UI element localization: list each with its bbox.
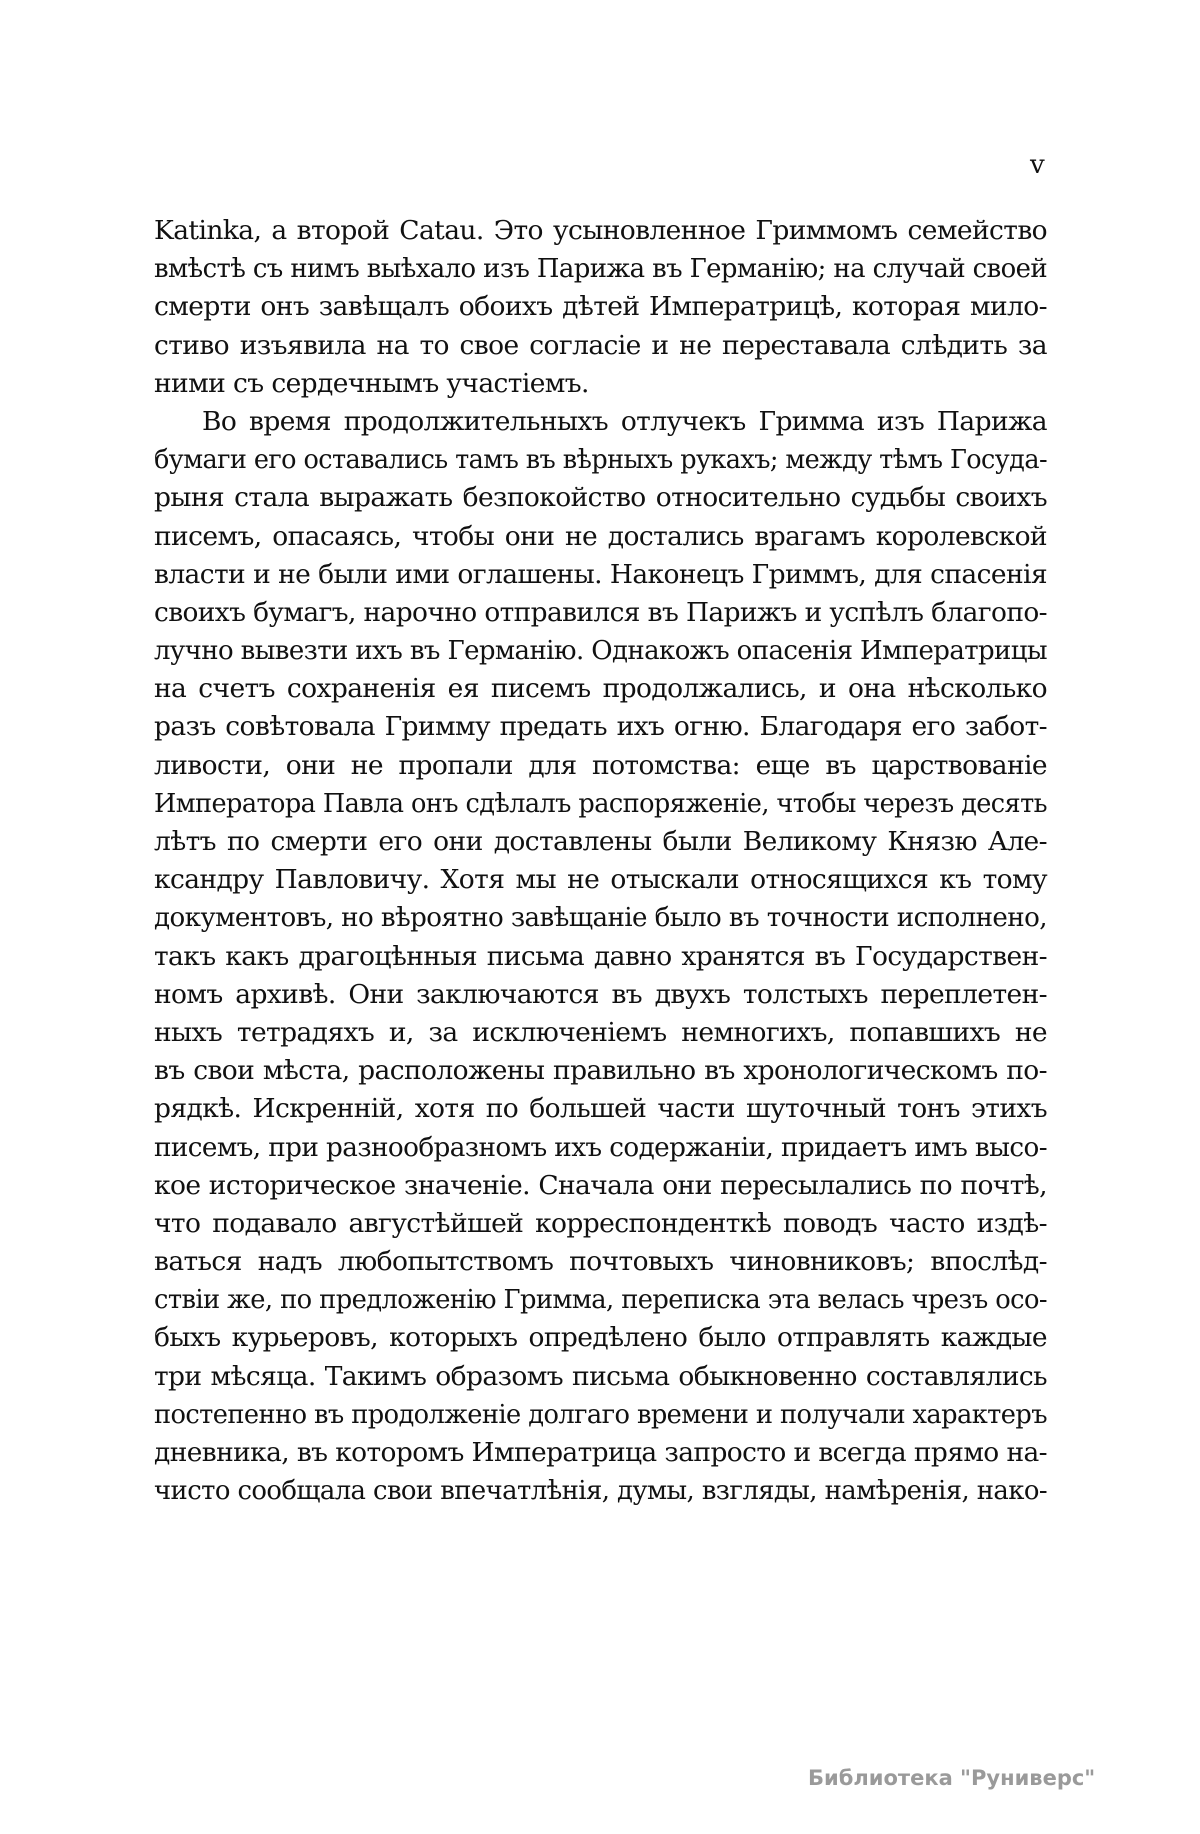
body-text	[154, 212, 1047, 1510]
text-line: ливости, они не пропали для потомства: еще въ царствованіе	[154, 749, 1047, 781]
text-line: въ свои мѣста, расположены правильно въ хронологическомъ по-	[154, 1055, 1047, 1087]
text-line: что подавало августѣйшей корреспонденткѣ поводъ часто издѣ-	[154, 1207, 1047, 1239]
text-line: ныхъ тетрадяхъ и, за исключеніемъ немногихъ, попавшихъ не	[154, 1016, 1047, 1048]
text-line: номъ архивѣ. Они заключаются въ двухъ толстыхъ переплетен-	[154, 978, 1047, 1010]
text-line: писемъ, при разнообразномъ ихъ содержаніи, придаетъ имъ высо-	[154, 1131, 1047, 1163]
text-line: ваться надъ любопытствомъ почтовыхъ чиновниковъ; впослѣд-	[154, 1246, 1047, 1278]
library-watermark: Библиотека "Руниверс"	[808, 1766, 1096, 1790]
text-line: быхъ курьеровъ, которыхъ опредѣлено было отправлять каждые	[154, 1322, 1047, 1354]
text-line: писемъ, опасаясь, чтобы они не достались врагамъ королевской	[154, 520, 1047, 552]
text-line: ствіи же, по предложенію Гримма, переписка эта велась чрезъ осо-	[154, 1284, 1047, 1316]
text-line: такъ какъ драгоцѣнныя письма давно хранятся въ Государствен-	[154, 940, 1047, 972]
text-line: дневника, въ которомъ Императрица запросто и всегда прямо на-	[154, 1437, 1047, 1468]
text-line: своихъ бумагъ, нарочно отправился въ Парижъ и успѣлъ благопо-	[154, 596, 1047, 628]
text-line: Во время продолжительныхъ отлучекъ Гримма изъ Парижа	[202, 405, 1047, 437]
text-line: рядкѣ. Искренній, хотя по большей части шуточный тонъ этихъ	[154, 1093, 1047, 1125]
page-number: v	[1030, 150, 1045, 180]
text-line: ними съ сердечнымъ участіемъ.	[154, 367, 589, 399]
text-line: Императора Павла онъ сдѣлалъ распоряженіе, чтобы черезъ десять	[154, 787, 1047, 819]
text-line: стиво изъявила на то свое согласіе и не переставала слѣдить за	[154, 329, 1047, 361]
text-line: постепенно въ продолженіе долгаго времени и получали характеръ	[154, 1398, 1047, 1430]
text-line: три мѣсяца. Такимъ образомъ письма обыкновенно составлялись	[154, 1360, 1047, 1392]
text-line: лучно вывезти ихъ въ Германію. Однакожъ опасенія Императрицы	[154, 635, 1047, 667]
text-line: власти и не были ими оглашены. Наконецъ Гриммъ, для спасенія	[154, 558, 1047, 590]
text-line: чисто сообщала свои впечатлѣнія, думы, взгляды, намѣренія, нако-	[154, 1475, 1047, 1507]
text-line: разъ совѣтовала Гримму предать ихъ огню. Благодаря его забот-	[154, 711, 1047, 743]
text-line: ксандру Павловичу. Хотя мы не отыскали относящихся къ тому	[154, 864, 1047, 896]
text-line: документовъ, но вѣроятно завѣщаніе было въ точности исполнено,	[154, 902, 1047, 934]
text-line: смерти онъ завѣщалъ обоихъ дѣтей Императрицѣ, которая мило-	[154, 291, 1047, 323]
text-line: Katinka, а второй Catau. Это усыновленное Гриммомъ семейство	[154, 215, 1047, 246]
text-line: кое историческое значеніе. Сначала они пересылались по почтѣ,	[154, 1169, 1047, 1201]
text-line: лѣтъ по смерти его они доставлены были Великому Князю Але-	[154, 826, 1047, 857]
text-line: рыня стала выражать безпокойство относительно судьбы своихъ	[154, 482, 1047, 514]
text-line: бумаги его оставались тамъ въ вѣрныхъ рукахъ; между тѣмъ Госуда-	[154, 444, 1047, 476]
text-line: вмѣстѣ съ нимъ выѣхало изъ Парижа въ Германію; на случай своей	[154, 253, 1047, 285]
text-line: на счетъ сохраненія ея писемъ продолжались, и она нѣсколько	[154, 673, 1047, 705]
